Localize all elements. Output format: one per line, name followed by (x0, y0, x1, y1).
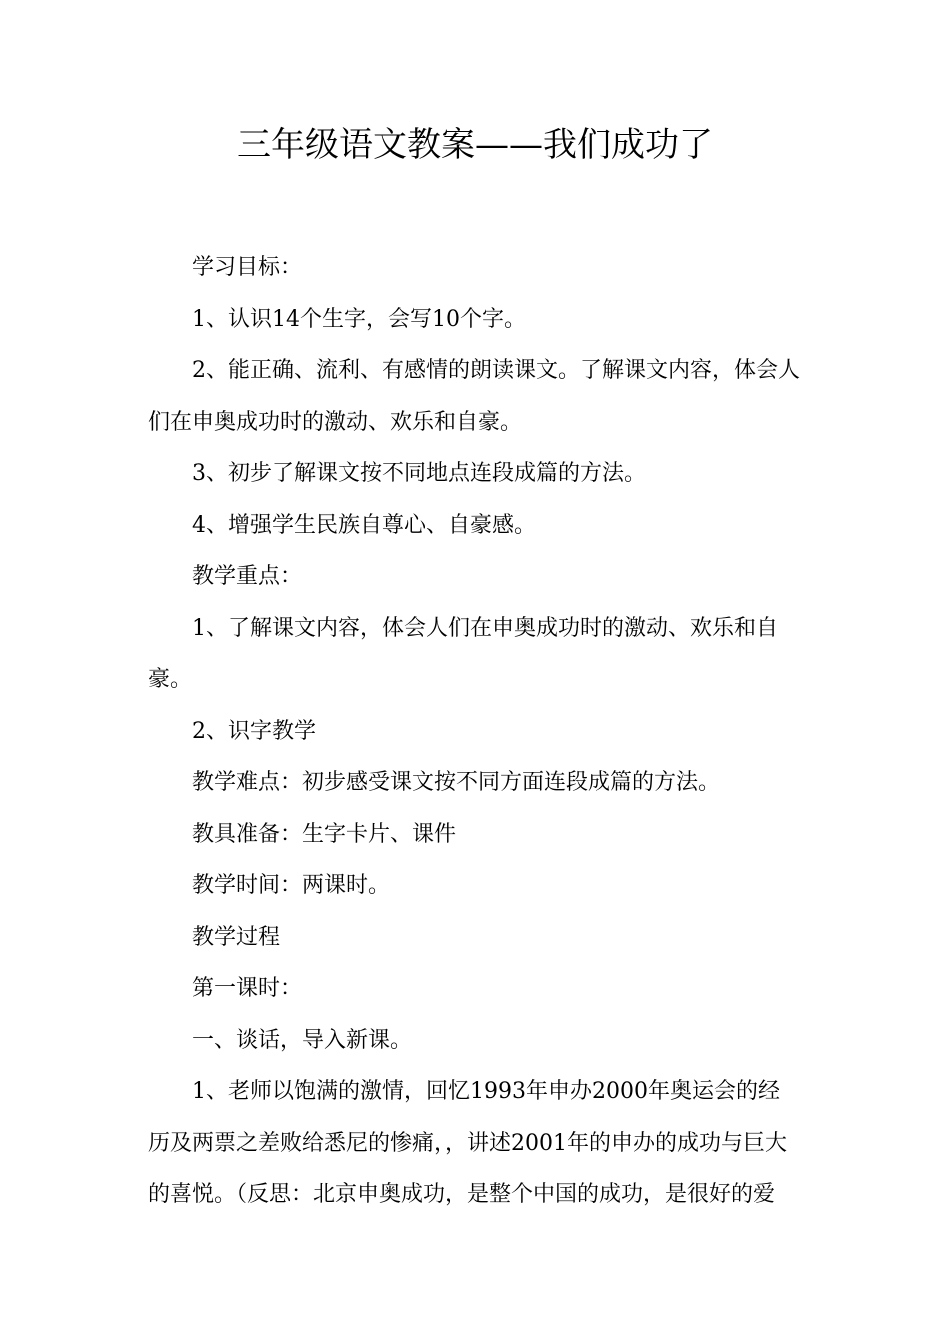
paragraph-step-1-heading: 一、谈话，导入新课。 (192, 1027, 413, 1053)
paragraph-first-lesson-heading: 第一课时： (192, 976, 303, 1001)
document-title: 三年级语文教案——我们成功了 (237, 125, 713, 165)
document-body (148, 242, 800, 1221)
paragraph-goal-1: 1、认识14个生字，会写10个字。 (192, 306, 526, 332)
paragraph-learning-goals-heading: 学习目标： (192, 255, 303, 280)
paragraph-goal-2: 2、能正确、流利、有感情的朗读课文。了解课文内容，体会人们在申奥成功时的激动、欢乐和自豪。 (148, 358, 800, 435)
paragraph-key-points-heading: 教学重点： (192, 564, 303, 589)
paragraph-materials: 教具准备：生字卡片、课件 (192, 821, 457, 847)
paragraph-difficulty: 教学难点：初步感受课文按不同方面连段成篇的方法。 (192, 770, 721, 795)
paragraph-duration: 教学时间：两课时。 (192, 873, 391, 898)
paragraph-goal-4: 4、增强学生民族自尊心、自豪感。 (192, 512, 536, 538)
paragraph-key-point-2: 2、识字教学 (192, 718, 316, 744)
paragraph-key-point-1: 1、了解课文内容，体会人们在申奥成功时的激动、欢乐和自豪。 (148, 615, 778, 692)
paragraph-goal-3: 3、初步了解课文按不同地点连段成篇的方法。 (192, 461, 646, 486)
paragraph-step-1-detail: 1、老师以饱满的激情，回忆1993年申办2000年奥运会的经历及两票之差败给悉尼的惨痛，，讲述2001年的申办的成功与巨大的喜悦。（反思：北京申奥成功，是整个中国的成功，是很好的爱 (148, 1079, 787, 1207)
paragraph-process-heading: 教学过程 (192, 924, 281, 950)
